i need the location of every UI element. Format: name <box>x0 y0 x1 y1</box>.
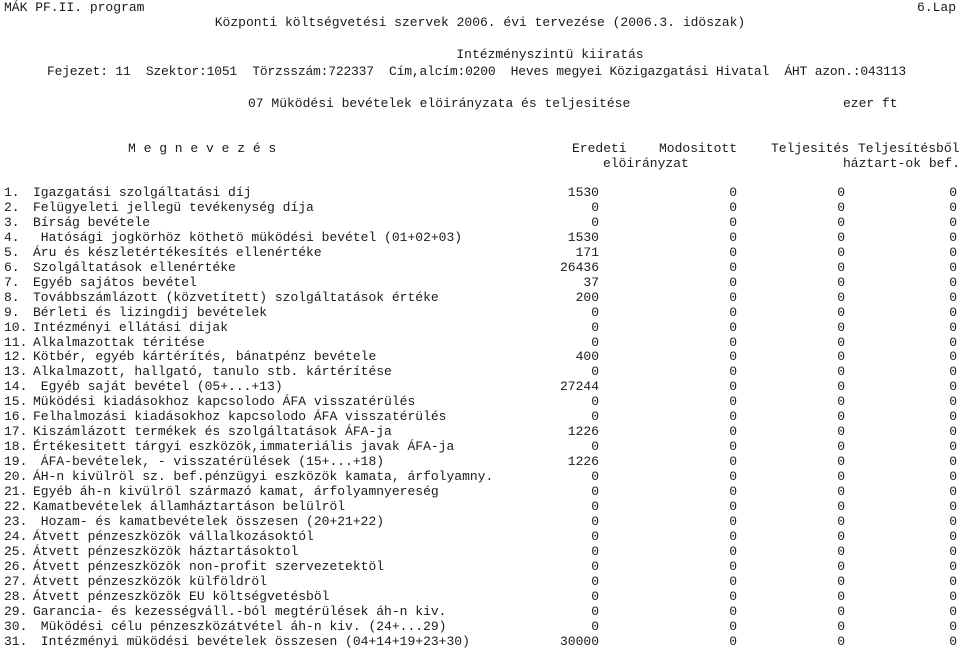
table-row <box>0 320 960 335</box>
row-number: 29. <box>4 603 28 619</box>
fulfilled-value: 0 <box>837 274 845 290</box>
modified-appropriation-value: 0 <box>729 229 737 245</box>
row-label: Bírság bevétele <box>33 214 151 230</box>
original-appropriation-value: 26436 <box>559 259 599 275</box>
modified-appropriation-value: 0 <box>729 304 737 320</box>
modified-appropriation-value: 0 <box>729 244 737 260</box>
original-appropriation-value: 1226 <box>567 424 599 440</box>
household-value: 0 <box>949 439 957 455</box>
row-label: Garancia- és kezességváll.-ból megtérülések áh-n kiv. <box>33 603 447 619</box>
household-value: 0 <box>949 573 957 589</box>
original-appropriation-value: 0 <box>591 618 599 634</box>
row-number: 25. <box>4 543 28 559</box>
row-number: 11. <box>4 334 28 350</box>
original-appropriation-value: 0 <box>591 513 599 529</box>
fulfilled-value: 0 <box>837 379 845 395</box>
fulfilled-value: 0 <box>837 364 845 380</box>
household-value: 0 <box>949 543 957 559</box>
fulfilled-value: 0 <box>837 484 845 499</box>
original-appropriation-value: 0 <box>591 304 599 320</box>
fulfilled-value: 0 <box>837 304 845 320</box>
modified-appropriation-value: 0 <box>729 528 737 544</box>
row-number: 17. <box>4 424 28 440</box>
modified-appropriation-value: 0 <box>729 379 737 395</box>
row-label: Hatósági jogkörhöz köthetö müködési bevétel (01+02+03) <box>33 229 463 245</box>
modified-appropriation-value: 0 <box>729 289 737 305</box>
row-label: Egyéb sajátos bevétel <box>33 274 197 290</box>
household-value: 0 <box>949 244 957 260</box>
row-number: 8. <box>4 289 20 305</box>
row-number: 3. <box>4 214 20 230</box>
modified-appropriation-value: 0 <box>729 185 737 200</box>
household-value: 0 <box>949 513 957 529</box>
household-value: 0 <box>949 229 957 245</box>
table-row <box>0 619 960 634</box>
modified-appropriation-value: 0 <box>729 199 737 215</box>
table-row <box>0 245 960 260</box>
original-appropriation-value: 0 <box>591 409 599 425</box>
table-row <box>0 484 960 499</box>
original-appropriation-value: 0 <box>591 319 599 335</box>
row-label: Hozam- és kamatbevételek összesen (20+21+22) <box>33 513 385 529</box>
household-value: 0 <box>949 349 957 365</box>
row-number: 16. <box>4 409 28 425</box>
column-header-modified: Modositott <box>659 141 738 156</box>
household-value: 0 <box>949 394 957 410</box>
fulfilled-value: 0 <box>837 229 845 245</box>
modified-appropriation-value: 0 <box>729 618 737 634</box>
row-number: 24. <box>4 528 28 544</box>
fulfilled-value: 0 <box>837 185 845 200</box>
original-appropriation-value: 0 <box>591 439 599 455</box>
row-label: Kamatbevételek államháztartáson belülröl <box>33 498 346 514</box>
household-value: 0 <box>949 409 957 425</box>
row-label: Bérleti és lizingdij bevételek <box>33 304 268 320</box>
modified-appropriation-value: 0 <box>729 349 737 365</box>
table-row <box>0 514 960 529</box>
original-appropriation-value: 0 <box>591 469 599 485</box>
row-label: Átvett pénzeszközök EU költségvetésböl <box>33 588 330 604</box>
row-label: Átvett pénzeszközök külföldröl <box>33 573 268 589</box>
table-row <box>0 469 960 484</box>
modified-appropriation-value: 0 <box>729 543 737 559</box>
column-header-household-line2: háztart-ok bef. <box>843 156 960 171</box>
row-number: 23. <box>4 513 28 529</box>
household-value: 0 <box>949 633 957 649</box>
row-label: Szolgáltatások ellenértéke <box>33 259 236 275</box>
modified-appropriation-value: 0 <box>729 454 737 470</box>
modified-appropriation-value: 0 <box>729 558 737 574</box>
institution-info-line: Fejezet: 11 Szektor:1051 Törzsszám:722337 Cím,alcím:0200 Heves megyei Közigazgatási Hivatal ÁHT azon.:043113 <box>47 64 906 79</box>
modified-appropriation-value: 0 <box>729 319 737 335</box>
household-value: 0 <box>949 304 957 320</box>
row-number: 31. <box>4 633 28 649</box>
table-row <box>0 215 960 230</box>
row-label: Átvett pénzeszközök háztartásoktol <box>33 543 299 559</box>
fulfilled-value: 0 <box>837 528 845 544</box>
row-label: ÁFA-bevételek, - visszatérülések (15+...+18) <box>33 454 385 470</box>
fulfilled-value: 0 <box>837 424 845 440</box>
modified-appropriation-value: 0 <box>729 274 737 290</box>
original-appropriation-value: 400 <box>575 349 599 365</box>
modified-appropriation-value: 0 <box>729 573 737 589</box>
fulfilled-value: 0 <box>837 259 845 275</box>
household-value: 0 <box>949 274 957 290</box>
row-number: 28. <box>4 588 28 604</box>
original-appropriation-value: 0 <box>591 588 599 604</box>
row-number: 22. <box>4 498 28 514</box>
fulfilled-value: 0 <box>837 199 845 215</box>
table-row <box>0 275 960 290</box>
row-label: Intézményi ellátási dijak <box>33 319 229 335</box>
table-row <box>0 394 960 409</box>
original-appropriation-value: 1530 <box>567 229 599 245</box>
table-row <box>0 185 960 200</box>
row-number: 27. <box>4 573 28 589</box>
original-appropriation-value: 0 <box>591 334 599 350</box>
column-header-original: Eredeti <box>572 141 627 156</box>
modified-appropriation-value: 0 <box>729 334 737 350</box>
original-appropriation-value: 1226 <box>567 454 599 470</box>
fulfilled-value: 0 <box>837 633 845 649</box>
fulfilled-value: 0 <box>837 603 845 619</box>
fulfilled-value: 0 <box>837 289 845 305</box>
report-subtitle: Intézményszintü kiiratás <box>456 47 644 62</box>
row-label: Müködési célu pénzeszközátvétel áh-n kiv. (24+...29) <box>33 618 447 634</box>
original-appropriation-value: 0 <box>591 484 599 499</box>
original-appropriation-value: 0 <box>591 199 599 215</box>
row-label: Felügyeleti jellegü tevékenység díja <box>33 199 314 215</box>
household-value: 0 <box>949 214 957 230</box>
fulfilled-value: 0 <box>837 409 845 425</box>
table-row <box>0 439 960 454</box>
row-label: Kiszámlázott termékek és szolgáltatások ÁFA-ja <box>33 424 392 440</box>
original-appropriation-value: 27244 <box>559 379 599 395</box>
column-header-household: Teljesítésből <box>858 141 960 156</box>
table-row <box>0 409 960 424</box>
row-label: Átvett pénzeszközök vállalkozásoktól <box>33 528 314 544</box>
row-number: 18. <box>4 439 28 455</box>
household-value: 0 <box>949 588 957 604</box>
table-row <box>0 290 960 305</box>
original-appropriation-value: 0 <box>591 573 599 589</box>
report-title: Központi költségvetési szervek 2006. évi tervezése (2006.3. idöszak) <box>214 15 746 30</box>
original-appropriation-value: 1530 <box>567 185 599 200</box>
row-label: Értékesitett tárgyi eszközök,immateriális javak ÁFA-ja <box>33 439 455 455</box>
original-appropriation-value: 200 <box>575 289 599 305</box>
household-value: 0 <box>949 289 957 305</box>
household-value: 0 <box>949 334 957 350</box>
household-value: 0 <box>949 469 957 485</box>
original-appropriation-value: 0 <box>591 364 599 380</box>
household-value: 0 <box>949 259 957 275</box>
modified-appropriation-value: 0 <box>729 633 737 649</box>
original-appropriation-value: 0 <box>591 558 599 574</box>
modified-appropriation-value: 0 <box>729 498 737 514</box>
original-appropriation-value: 0 <box>591 498 599 514</box>
table-row <box>0 230 960 245</box>
row-label: Egyéb saját bevétel (05+...+13) <box>33 379 283 395</box>
table-row <box>0 499 960 514</box>
fulfilled-value: 0 <box>837 618 845 634</box>
row-number: 4. <box>4 229 20 245</box>
original-appropriation-value: 171 <box>575 244 599 260</box>
fulfilled-value: 0 <box>837 469 845 485</box>
table-row <box>0 349 960 364</box>
household-value: 0 <box>949 484 957 499</box>
row-number: 20. <box>4 469 28 485</box>
row-label: Alkalmazott, hallgató, tanulo stb. kártérítése <box>33 364 392 380</box>
row-number: 13. <box>4 364 28 380</box>
household-value: 0 <box>949 319 957 335</box>
row-number: 14. <box>4 379 28 395</box>
table-row <box>0 364 960 379</box>
fulfilled-value: 0 <box>837 334 845 350</box>
row-label: Felhalmozási kiadásokhoz kapcsolodo ÁFA visszatérülés <box>33 409 447 425</box>
row-number: 21. <box>4 484 28 499</box>
modified-appropriation-value: 0 <box>729 513 737 529</box>
row-number: 1. <box>4 185 20 200</box>
modified-appropriation-value: 0 <box>729 394 737 410</box>
fulfilled-value: 0 <box>837 543 845 559</box>
table-row <box>0 529 960 544</box>
fulfilled-value: 0 <box>837 454 845 470</box>
column-header-original-line2: elöirányzat <box>603 156 689 171</box>
table-row <box>0 260 960 275</box>
column-header-name: M e g n e v e z é s <box>128 141 277 156</box>
fulfilled-value: 0 <box>837 588 845 604</box>
household-value: 0 <box>949 603 957 619</box>
household-value: 0 <box>949 185 957 200</box>
row-number: 15. <box>4 394 28 410</box>
household-value: 0 <box>949 618 957 634</box>
household-value: 0 <box>949 454 957 470</box>
row-label: Egyéb áh-n kivülröl származó kamat, árfolyamnyereség <box>33 484 439 499</box>
fulfilled-value: 0 <box>837 558 845 574</box>
table-row <box>0 634 960 649</box>
modified-appropriation-value: 0 <box>729 469 737 485</box>
page-number: 6.Lap <box>916 0 956 15</box>
row-label: Igazgatási szolgáltatási díj <box>33 185 252 200</box>
column-header-fulfilled: Teljesités <box>771 141 850 156</box>
row-label: ÁH-n kivülröl sz. bef.pénzügyi eszközök kamata, árfolyamny. <box>33 469 494 485</box>
modified-appropriation-value: 0 <box>729 484 737 499</box>
fulfilled-value: 0 <box>837 498 845 514</box>
modified-appropriation-value: 0 <box>729 588 737 604</box>
modified-appropriation-value: 0 <box>729 424 737 440</box>
table-row <box>0 200 960 215</box>
modified-appropriation-value: 0 <box>729 603 737 619</box>
fulfilled-value: 0 <box>837 573 845 589</box>
table-row <box>0 604 960 619</box>
table-row <box>0 379 960 394</box>
household-value: 0 <box>949 528 957 544</box>
row-number: 5. <box>4 244 20 260</box>
original-appropriation-value: 0 <box>591 603 599 619</box>
household-value: 0 <box>949 199 957 215</box>
original-appropriation-value: 0 <box>591 528 599 544</box>
row-number: 2. <box>4 199 20 215</box>
original-appropriation-value: 30000 <box>559 633 599 649</box>
original-appropriation-value: 0 <box>591 543 599 559</box>
row-label: Áru és készletértékesítés ellenértéke <box>33 244 322 260</box>
original-appropriation-value: 0 <box>591 394 599 410</box>
household-value: 0 <box>949 498 957 514</box>
fulfilled-value: 0 <box>837 214 845 230</box>
unit-label: ezer ft <box>843 96 898 111</box>
row-label: Kötbér, egyéb kártérítés, bánatpénz bevétele <box>33 349 377 365</box>
row-number: 6. <box>4 259 20 275</box>
original-appropriation-value: 37 <box>583 274 599 290</box>
program-title: MÁK PF.II. program <box>4 0 145 15</box>
household-value: 0 <box>949 379 957 395</box>
row-number: 19. <box>4 454 28 470</box>
table-row <box>0 589 960 604</box>
fulfilled-value: 0 <box>837 439 845 455</box>
fulfilled-value: 0 <box>837 349 845 365</box>
modified-appropriation-value: 0 <box>729 409 737 425</box>
modified-appropriation-value: 0 <box>729 364 737 380</box>
table-row <box>0 424 960 439</box>
table-row <box>0 454 960 469</box>
row-number: 7. <box>4 274 20 290</box>
original-appropriation-value: 0 <box>591 214 599 230</box>
table-row <box>0 559 960 574</box>
row-label: Alkalmazottak téritése <box>33 334 205 350</box>
table-row <box>0 574 960 589</box>
table-row <box>0 305 960 320</box>
household-value: 0 <box>949 364 957 380</box>
household-value: 0 <box>949 424 957 440</box>
fulfilled-value: 0 <box>837 394 845 410</box>
row-number: 26. <box>4 558 28 574</box>
household-value: 0 <box>949 558 957 574</box>
modified-appropriation-value: 0 <box>729 439 737 455</box>
fulfilled-value: 0 <box>837 513 845 529</box>
row-label: Továbbszámlázott (közvetített) szolgáltatások értéke <box>33 289 439 305</box>
table-row <box>0 335 960 350</box>
row-label: Átvett pénzeszközök non-profit szervezetektöl <box>33 558 385 574</box>
row-number: 12. <box>4 349 28 365</box>
row-number: 9. <box>4 304 20 320</box>
row-label: Intézményi müködési bevételek összesen (04+14+19+23+30) <box>33 633 470 649</box>
fulfilled-value: 0 <box>837 244 845 260</box>
modified-appropriation-value: 0 <box>729 259 737 275</box>
row-number: 10. <box>4 319 28 335</box>
table-row <box>0 544 960 559</box>
fulfilled-value: 0 <box>837 319 845 335</box>
section-title: 07 Müködési bevételek elöirányzata és teljesitése <box>248 96 631 111</box>
row-number: 30. <box>4 618 28 634</box>
row-label: Müködési kiadásokhoz kapcsolodo ÁFA visszatérülés <box>33 394 416 410</box>
modified-appropriation-value: 0 <box>729 214 737 230</box>
